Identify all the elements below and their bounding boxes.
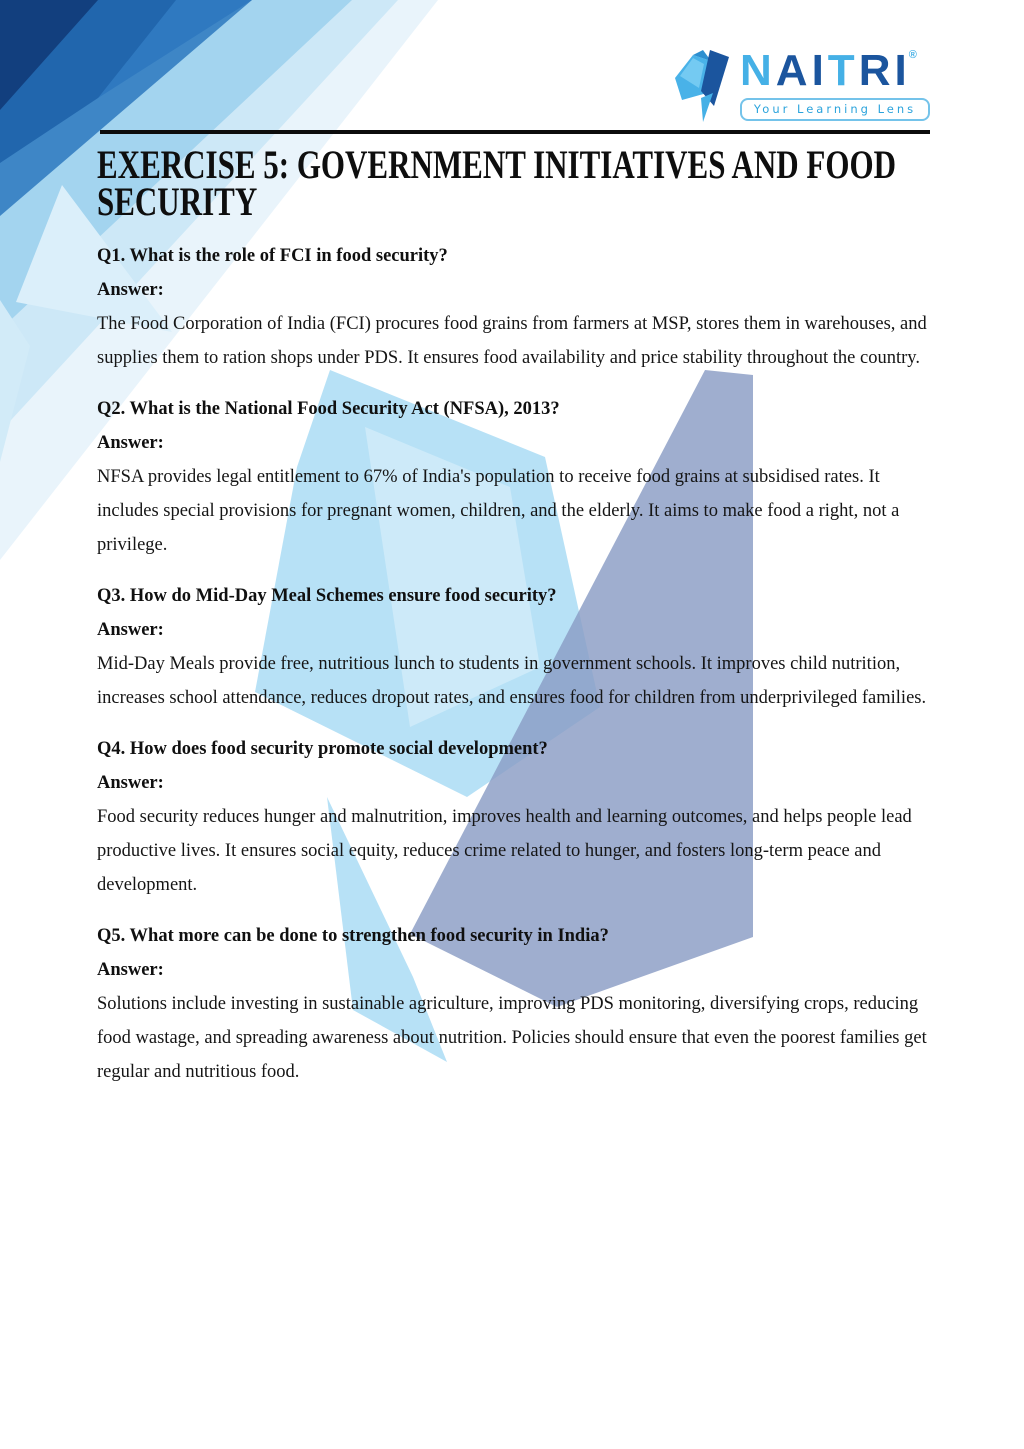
brand-letter: A xyxy=(775,46,812,95)
registered-trademark: ® xyxy=(908,49,917,61)
qa-block xyxy=(97,239,937,375)
answer-label: Answer: xyxy=(97,620,164,640)
answer-text: The Food Corporation of India (FCI) procures food grains from farmers at MSP, stores them in warehouses, and supplies them to ration shops under PDS. It ensures food availability and price stability throughout the country. xyxy=(97,314,927,368)
brand-tagline: Your Learning Lens xyxy=(740,98,930,121)
answer-label: Answer: xyxy=(97,433,164,453)
brand-name xyxy=(740,48,911,94)
brand-logo xyxy=(672,48,930,126)
answer-text: Food security reduces hunger and malnutrition, improves health and learning outcomes, and helps people lead productive lives. It ensures social equity, reduces crime related to hunger, and fosters long-term peace and development. xyxy=(97,807,912,895)
qa-block xyxy=(97,392,937,562)
question-heading: Q5. What more can be done to strengthen food security in India? xyxy=(97,926,609,946)
brand-letter: I xyxy=(811,46,828,95)
horizontal-divider xyxy=(100,130,930,134)
qa-block xyxy=(97,732,937,902)
answer-label: Answer: xyxy=(97,960,164,980)
brand-letter: I xyxy=(894,46,911,95)
question-heading: Q4. How does food security promote social development? xyxy=(97,739,548,759)
brand-letter: T xyxy=(827,46,859,95)
qa-block xyxy=(97,579,937,715)
qa-list xyxy=(97,239,937,1106)
answer-label: Answer: xyxy=(97,773,164,793)
qa-block xyxy=(97,919,937,1089)
answer-text: Solutions include investing in sustainable agriculture, improving PDS monitoring, diversifying crops, reducing food wastage, and spreading awareness about nutrition. Policies should ensure that even the poorest families get regular and nutritious food. xyxy=(97,994,927,1082)
question-heading: Q1. What is the role of FCI in food security? xyxy=(97,246,448,266)
brand-letter: N xyxy=(740,46,776,95)
answer-text: Mid-Day Meals provide free, nutritious lunch to students in government schools. It improves child nutrition, increases school attendance, reduces dropout rates, and ensures food for children from underprivileged families. xyxy=(97,654,927,708)
brand-letter: R xyxy=(858,46,895,95)
naitri-logo-icon xyxy=(672,48,732,126)
page-title xyxy=(97,142,937,224)
answer-label: Answer: xyxy=(97,280,164,300)
answer-text: NFSA provides legal entitlement to 67% of India's population to receive food grains at subsidised rates. It includes special provisions for pregnant women, children, and the elderly. It aims to make food a right, not a privilege. xyxy=(97,467,900,555)
page-title-text: EXERCISE 5: GOVERNMENT INITIATIVES AND FOOD SECURITY xyxy=(97,142,896,224)
question-heading: Q2. What is the National Food Security Act (NFSA), 2013? xyxy=(97,399,560,419)
question-heading: Q3. How do Mid-Day Meal Schemes ensure food security? xyxy=(97,586,557,606)
